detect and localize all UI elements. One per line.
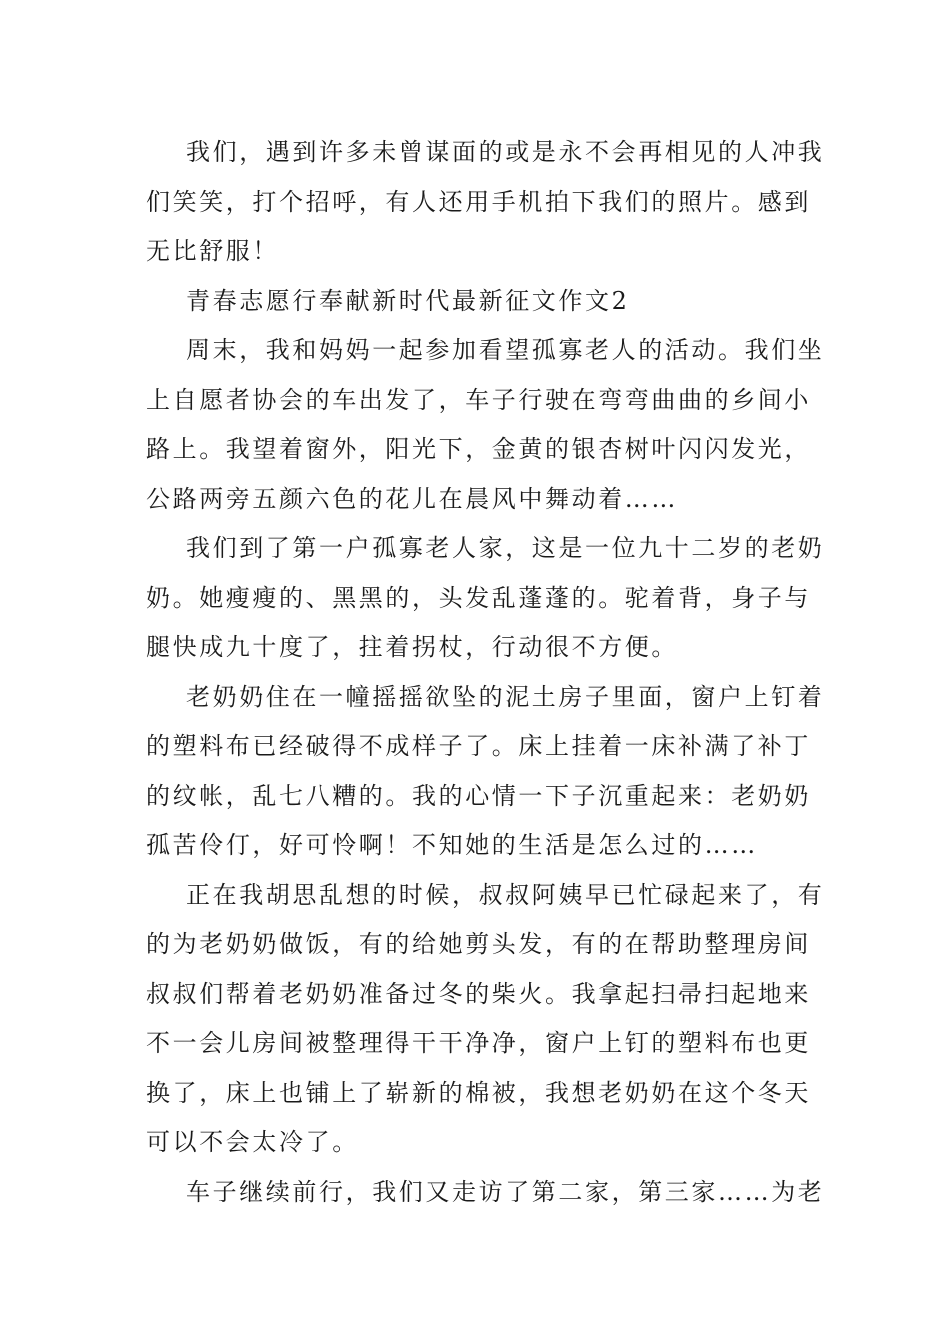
text-line: 们笑笑，打个招呼，有人还用手机拍下我们的照片。感到: [146, 187, 811, 216]
paragraph-continue: [146, 1168, 825, 1218]
text-line: 换了，床上也铺上了崭新的棉被，我想老奶奶在这个冬天: [146, 1078, 811, 1107]
text-line: 可以不会太冷了。: [146, 1128, 359, 1156]
text-line: 路上。我望着窗外，阳光下，金黄的银杏树叶闪闪发光，: [146, 435, 811, 463]
text-line: 奶。她瘦瘦的、黑黑的，头发乱蓬蓬的。驼着背，身子与: [146, 583, 811, 612]
text-line: 我们，遇到许多未曾谋面的或是永不会再相见的人冲我: [186, 138, 825, 166]
text-line: 腿快成九十度了，拄着拐杖，行动很不方便。: [146, 633, 678, 661]
paragraph-house: [146, 673, 825, 871]
paragraph-helping: [146, 871, 825, 1168]
text-line: 车子继续前行，我们又走访了第二家，第三家……为老: [186, 1177, 825, 1206]
paragraph-weekend: [146, 326, 825, 524]
article-heading: 青春志愿行奉献新时代最新征文作文2: [186, 286, 630, 315]
paragraph-first-home: [146, 524, 825, 673]
text-line: 我们到了第一户孤寡老人家，这是一位九十二岁的老奶: [186, 534, 825, 562]
text-line: 的塑料布已经破得不成样子了。床上挂着一床补满了补丁: [146, 732, 811, 760]
text-line: 的为老奶奶做饭，有的给她剪头发，有的在帮助整理房间: [146, 930, 811, 958]
document-page: [146, 128, 825, 1217]
text-line: 老奶奶住在一幢摇摇欲坠的泥土房子里面，窗户上钉着: [186, 682, 825, 711]
text-line: 的纹帐，乱七八糟的。我的心情一下子沉重起来：老奶奶: [146, 781, 811, 810]
text-line: 正在我胡思乱想的时候，叔叔阿姨早已忙碌起来了，有: [186, 880, 825, 909]
text-line: 不一会儿房间被整理得干干净净，窗户上钉的塑料布也更: [146, 1029, 811, 1057]
paragraph-intro: [146, 128, 825, 277]
text-line: 无比舒服！: [146, 237, 279, 265]
text-line: 叔叔们帮着老奶奶准备过冬的柴火。我拿起扫帚扫起地来: [146, 979, 811, 1008]
text-line: 周末，我和妈妈一起参加看望孤寡老人的活动。我们坐: [186, 336, 825, 364]
text-line: 公路两旁五颜六色的花儿在晨风中舞动着……: [146, 484, 678, 513]
text-line: 上自愿者协会的车出发了，车子行驶在弯弯曲曲的乡间小: [146, 385, 811, 414]
text-line: 孤苦伶仃，好可怜啊！不知她的生活是怎么过的……: [146, 831, 758, 859]
